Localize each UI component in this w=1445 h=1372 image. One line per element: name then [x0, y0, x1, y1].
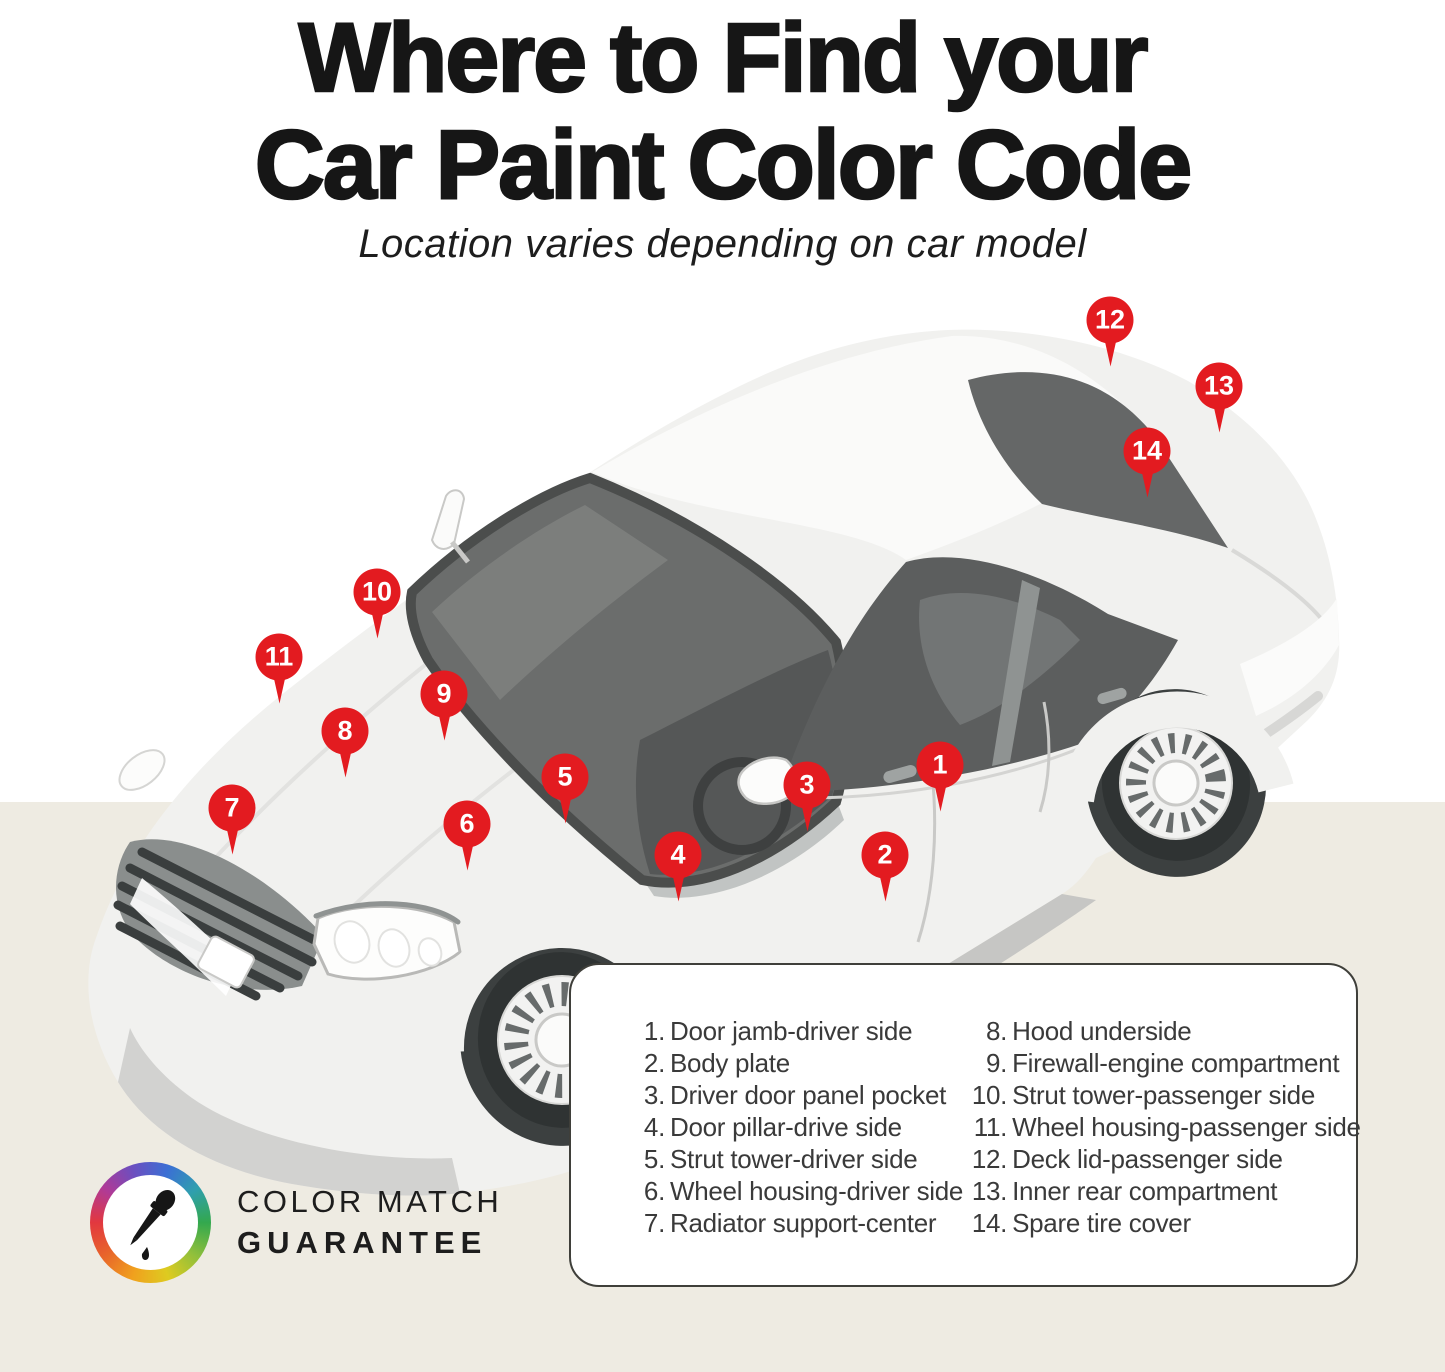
legend-item-label: Radiator support-center [670, 1208, 937, 1238]
legend-item-8 [963, 1015, 1361, 1047]
legend-item-number: 4. [643, 1112, 665, 1142]
legend-item-label: Body plate [670, 1048, 790, 1078]
legend-item-number: 7. [643, 1208, 665, 1238]
legend-item-13 [963, 1175, 1361, 1207]
legend-item-number: 12. [971, 1144, 1008, 1174]
page-title-line1: Where to Find your [298, 3, 1147, 112]
legend-item-14 [963, 1207, 1361, 1239]
marker-pin-4: 4 [655, 832, 702, 879]
marker-pin-7: 7 [209, 785, 256, 832]
marker-pin-2: 2 [862, 832, 909, 879]
legend-item-label: Wheel housing-driver side [670, 1176, 964, 1206]
badge-line1: COLOR MATCH [237, 1184, 503, 1219]
marker-pin-14: 14 [1124, 428, 1171, 475]
legend-item-7 [639, 1207, 963, 1239]
legend-box [569, 963, 1361, 1287]
badge-text [237, 1184, 502, 1261]
page-subtitle: Location varies depending on car model [358, 222, 1087, 266]
legend-item-number: 14. [971, 1208, 1008, 1238]
legend-item-label: Firewall-engine compartment [1012, 1048, 1340, 1078]
legend-item-2 [639, 1047, 963, 1079]
legend-item-label: Deck lid-passenger side [1012, 1144, 1283, 1174]
marker-pin-5: 5 [542, 754, 589, 801]
marker-pin-10: 10 [354, 569, 401, 616]
marker-pin-11: 11 [256, 634, 303, 681]
badge-line2: GUARANTEE [237, 1225, 488, 1260]
legend-item-number: 9. [986, 1048, 1008, 1078]
legend-item-number: 1. [643, 1016, 665, 1046]
legend-item-9 [963, 1047, 1361, 1079]
legend-item-label: Door pillar-drive side [670, 1112, 902, 1142]
eyedropper-icon [90, 1162, 211, 1283]
rainbow-ring [90, 1162, 211, 1283]
legend-item-label: Hood underside [1012, 1016, 1192, 1046]
marker-pin-6: 6 [444, 801, 491, 848]
marker-pin-8: 8 [322, 708, 369, 755]
legend-item-number: 11. [973, 1112, 1008, 1142]
legend-item-label: Inner rear compartment [1012, 1176, 1278, 1206]
legend-item-number: 13. [971, 1176, 1008, 1206]
legend-item-number: 3. [643, 1080, 665, 1110]
legend-item-number: 2. [643, 1048, 665, 1078]
legend-item-10 [963, 1079, 1361, 1111]
legend-item-12 [963, 1143, 1361, 1175]
marker-pin-3: 3 [784, 762, 831, 809]
legend-item-number: 5. [643, 1144, 665, 1174]
legend-item-label: Wheel housing-passenger side [1012, 1112, 1361, 1142]
legend-item-label: Door jamb-driver side [670, 1016, 913, 1046]
legend-column-1 [639, 1015, 963, 1285]
marker-pin-13: 13 [1196, 363, 1243, 410]
legend-column-2 [963, 1015, 1361, 1285]
legend-item-label: Spare tire cover [1012, 1208, 1191, 1238]
marker-pin-12: 12 [1087, 297, 1134, 344]
legend-item-number: 6. [643, 1176, 665, 1206]
legend-item-label: Strut tower-passenger side [1012, 1080, 1315, 1110]
legend-item-6 [639, 1175, 963, 1207]
legend-item-5 [639, 1143, 963, 1175]
legend-item-1 [639, 1015, 963, 1047]
legend-item-label: Driver door panel pocket [670, 1080, 947, 1110]
legend-item-number: 8. [986, 1016, 1008, 1046]
page-title-line2: Car Paint Color Code [254, 110, 1191, 219]
marker-pin-9: 9 [421, 671, 468, 718]
legend-item-3 [639, 1079, 963, 1111]
color-match-badge [90, 1162, 502, 1283]
legend-item-number: 10. [971, 1080, 1008, 1110]
legend-item-4 [639, 1111, 963, 1143]
legend-item-label: Strut tower-driver side [670, 1144, 918, 1174]
marker-pin-1: 1 [917, 742, 964, 789]
legend-item-11 [963, 1111, 1361, 1143]
